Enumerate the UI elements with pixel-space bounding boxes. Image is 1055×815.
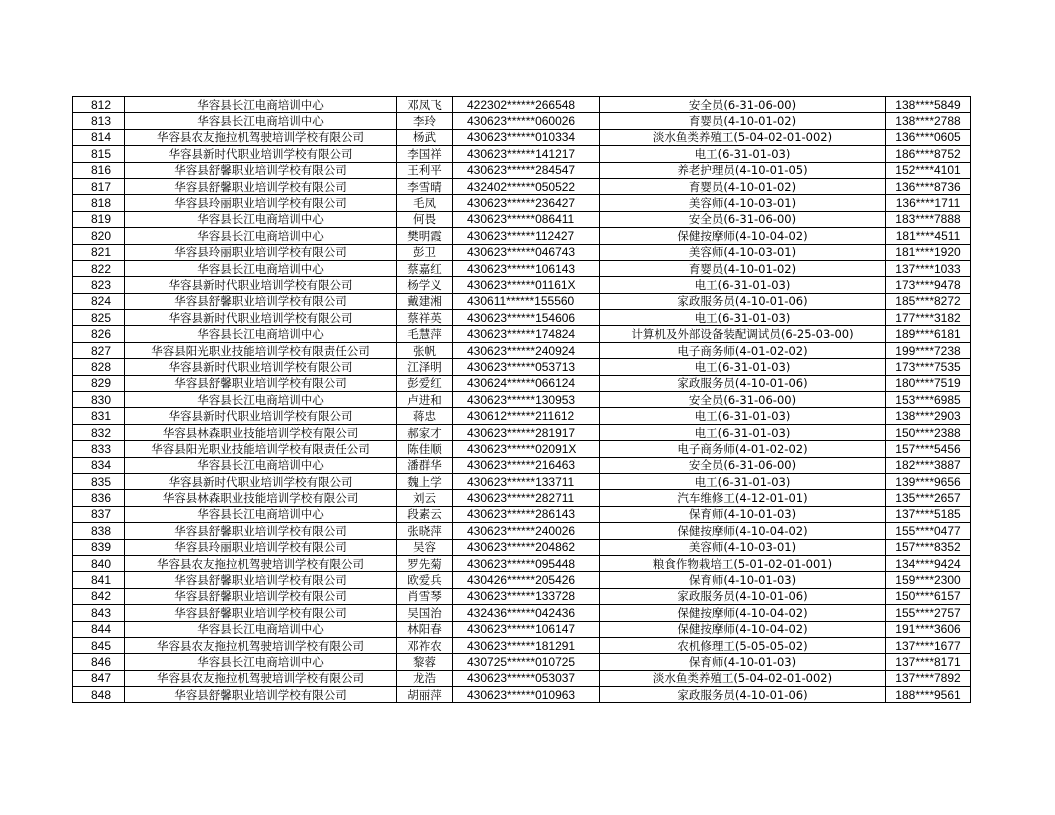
serial-number-cell: 820 [73,228,125,244]
phone-number-cell: 137****1033 [886,260,971,276]
training-institution-cell: 华容县玲丽职业培训学校有限公司 [125,195,397,211]
trainee-table [72,96,971,703]
occupation-cell: 电工(6-31-01-03) [600,473,886,489]
training-institution-cell: 华容县舒馨职业培训学校有限公司 [125,588,397,604]
serial-number-cell: 836 [73,490,125,506]
phone-number-cell: 181****4511 [886,228,971,244]
serial-number-cell: 846 [73,654,125,670]
phone-number-cell: 157****8352 [886,539,971,555]
trainee-name-cell: 彭爱红 [397,375,453,391]
table-row [73,293,971,309]
training-institution-cell: 华容县舒馨职业培训学校有限公司 [125,293,397,309]
training-institution-cell: 华容县阳光职业技能培训学校有限责任公司 [125,441,397,457]
training-institution-cell: 华容县长江电商培训中心 [125,654,397,670]
training-institution-cell: 华容县长江电商培训中心 [125,260,397,276]
phone-number-cell: 199****7238 [886,342,971,358]
trainee-name-cell: 段素云 [397,506,453,522]
table-row [73,113,971,129]
occupation-cell: 电工(6-31-01-03) [600,424,886,440]
occupation-cell: 安全员(6-31-06-00) [600,457,886,473]
phone-number-cell: 186****8752 [886,146,971,162]
trainee-name-cell: 张帆 [397,342,453,358]
trainee-name-cell: 李国祥 [397,146,453,162]
serial-number-cell: 825 [73,310,125,326]
training-institution-cell: 华容县新时代职业培训学校有限公司 [125,473,397,489]
occupation-cell: 美容师(4-10-03-01) [600,539,886,555]
trainee-name-cell: 林阳春 [397,621,453,637]
table-row [73,244,971,260]
trainee-name-cell: 李雪晴 [397,178,453,194]
trainee-name-cell: 郝家才 [397,424,453,440]
table-row [73,228,971,244]
id-number-cell: 430623******106147 [453,621,600,637]
phone-number-cell: 136****1711 [886,195,971,211]
table-row [73,211,971,227]
id-number-cell: 432402******050522 [453,178,600,194]
phone-number-cell: 137****8171 [886,654,971,670]
serial-number-cell: 848 [73,687,125,703]
table-row [73,162,971,178]
phone-number-cell: 138****2788 [886,113,971,129]
id-number-cell: 430623******133711 [453,473,600,489]
serial-number-cell: 845 [73,637,125,653]
id-number-cell: 430612******211612 [453,408,600,424]
table-row [73,588,971,604]
trainee-name-cell: 刘云 [397,490,453,506]
table-row [73,359,971,375]
training-institution-cell: 华容县长江电商培训中心 [125,621,397,637]
id-number-cell: 430623******112427 [453,228,600,244]
training-institution-cell: 华容县长江电商培训中心 [125,506,397,522]
trainee-name-cell: 蔡嘉红 [397,260,453,276]
table-body [73,97,971,703]
trainee-name-cell: 彭卫 [397,244,453,260]
serial-number-cell: 821 [73,244,125,260]
occupation-cell: 淡水鱼类养殖工(5-04-02-01-002) [600,670,886,686]
serial-number-cell: 847 [73,670,125,686]
trainee-name-cell: 吴国治 [397,605,453,621]
training-institution-cell: 华容县舒馨职业培训学校有限公司 [125,162,397,178]
occupation-cell: 电子商务师(4-01-02-02) [600,441,886,457]
occupation-cell: 家政服务员(4-10-01-06) [600,588,886,604]
id-number-cell: 430623******240924 [453,342,600,358]
trainee-name-cell: 卢进和 [397,392,453,408]
trainee-name-cell: 江泽明 [397,359,453,375]
id-number-cell: 430623******286143 [453,506,600,522]
phone-number-cell: 173****9478 [886,277,971,293]
phone-number-cell: 157****5456 [886,441,971,457]
table-row [73,342,971,358]
occupation-cell: 家政服务员(4-10-01-06) [600,687,886,703]
table-row [73,441,971,457]
training-institution-cell: 华容县新时代职业培训学校有限公司 [125,310,397,326]
trainee-name-cell: 黎蓉 [397,654,453,670]
occupation-cell: 保育师(4-10-01-03) [600,506,886,522]
serial-number-cell: 843 [73,605,125,621]
serial-number-cell: 828 [73,359,125,375]
serial-number-cell: 819 [73,211,125,227]
id-number-cell: 430623******282711 [453,490,600,506]
id-number-cell: 432436******042436 [453,605,600,621]
occupation-cell: 电工(6-31-01-03) [600,408,886,424]
occupation-cell: 电子商务师(4-01-02-02) [600,342,886,358]
occupation-cell: 安全员(6-31-06-00) [600,211,886,227]
table-row [73,97,971,113]
table-row [73,555,971,571]
training-institution-cell: 华容县长江电商培训中心 [125,97,397,113]
trainee-name-cell: 杨武 [397,129,453,145]
phone-number-cell: 138****2903 [886,408,971,424]
table-row [73,260,971,276]
serial-number-cell: 837 [73,506,125,522]
serial-number-cell: 827 [73,342,125,358]
serial-number-cell: 834 [73,457,125,473]
occupation-cell: 农机修理工(5-05-05-02) [600,637,886,653]
training-institution-cell: 华容县长江电商培训中心 [125,211,397,227]
serial-number-cell: 815 [73,146,125,162]
trainee-name-cell: 杨学义 [397,277,453,293]
occupation-cell: 家政服务员(4-10-01-06) [600,293,886,309]
phone-number-cell: 191****3606 [886,621,971,637]
trainee-name-cell: 魏上学 [397,473,453,489]
table-row [73,523,971,539]
table-row [73,129,971,145]
id-number-cell: 430623******240026 [453,523,600,539]
serial-number-cell: 823 [73,277,125,293]
id-number-cell: 430623******281917 [453,424,600,440]
id-number-cell: 430623******236427 [453,195,600,211]
trainee-name-cell: 邓祚农 [397,637,453,653]
phone-number-cell: 177****3182 [886,310,971,326]
training-institution-cell: 华容县新时代职业培训学校有限公司 [125,359,397,375]
serial-number-cell: 832 [73,424,125,440]
occupation-cell: 保健按摩师(4-10-04-02) [600,621,886,637]
table-row [73,146,971,162]
table-row [73,621,971,637]
training-institution-cell: 华容县舒馨职业培训学校有限公司 [125,687,397,703]
training-institution-cell: 华容县玲丽职业培训学校有限公司 [125,244,397,260]
table-row [73,326,971,342]
serial-number-cell: 833 [73,441,125,457]
occupation-cell: 电工(6-31-01-03) [600,359,886,375]
training-institution-cell: 华容县新时代职业培训学校有限公司 [125,146,397,162]
id-number-cell: 430426******205426 [453,572,600,588]
occupation-cell: 家政服务员(4-10-01-06) [600,375,886,391]
occupation-cell: 电工(6-31-01-03) [600,310,886,326]
serial-number-cell: 814 [73,129,125,145]
training-institution-cell: 华容县农友拖拉机驾驶培训学校有限公司 [125,670,397,686]
phone-number-cell: 137****7892 [886,670,971,686]
table-row [73,506,971,522]
table-row [73,473,971,489]
id-number-cell: 430623******154606 [453,310,600,326]
phone-number-cell: 173****7535 [886,359,971,375]
id-number-cell: 430623******141217 [453,146,600,162]
trainee-name-cell: 陈佳顺 [397,441,453,457]
trainee-name-cell: 王利平 [397,162,453,178]
trainee-name-cell: 潘群华 [397,457,453,473]
occupation-cell: 安全员(6-31-06-00) [600,392,886,408]
phone-number-cell: 136****0605 [886,129,971,145]
training-institution-cell: 华容县农友拖拉机驾驶培训学校有限公司 [125,129,397,145]
id-number-cell: 422302******266548 [453,97,600,113]
serial-number-cell: 839 [73,539,125,555]
training-institution-cell: 华容县阳光职业技能培训学校有限责任公司 [125,342,397,358]
id-number-cell: 430725******010725 [453,654,600,670]
training-institution-cell: 华容县舒馨职业培训学校有限公司 [125,523,397,539]
serial-number-cell: 829 [73,375,125,391]
serial-number-cell: 838 [73,523,125,539]
phone-number-cell: 136****8736 [886,178,971,194]
table-row [73,310,971,326]
id-number-cell: 430623******086411 [453,211,600,227]
training-institution-cell: 华容县舒馨职业培训学校有限公司 [125,572,397,588]
table-row [73,195,971,211]
id-number-cell: 430623******010334 [453,129,600,145]
id-number-cell: 430623******02091X [453,441,600,457]
trainee-name-cell: 胡丽萍 [397,687,453,703]
id-number-cell: 430623******106143 [453,260,600,276]
trainee-name-cell: 欧爱兵 [397,572,453,588]
serial-number-cell: 830 [73,392,125,408]
serial-number-cell: 835 [73,473,125,489]
table-row [73,572,971,588]
phone-number-cell: 188****9561 [886,687,971,703]
id-number-cell: 430623******053713 [453,359,600,375]
id-number-cell: 430623******01161X [453,277,600,293]
phone-number-cell: 185****8272 [886,293,971,309]
table-row [73,605,971,621]
occupation-cell: 保健按摩师(4-10-04-02) [600,228,886,244]
training-institution-cell: 华容县农友拖拉机驾驶培训学校有限公司 [125,555,397,571]
phone-number-cell: 139****9656 [886,473,971,489]
occupation-cell: 电工(6-31-01-03) [600,277,886,293]
occupation-cell: 保育师(4-10-01-03) [600,572,886,588]
id-number-cell: 430623******181291 [453,637,600,653]
phone-number-cell: 181****1920 [886,244,971,260]
occupation-cell: 汽车维修工(4-12-01-01) [600,490,886,506]
phone-number-cell: 137****5185 [886,506,971,522]
id-number-cell: 430623******204862 [453,539,600,555]
occupation-cell: 育婴员(4-10-01-02) [600,178,886,194]
id-number-cell: 430624******066124 [453,375,600,391]
occupation-cell: 电工(6-31-01-03) [600,146,886,162]
training-institution-cell: 华容县农友拖拉机驾驶培训学校有限公司 [125,637,397,653]
trainee-name-cell: 吴容 [397,539,453,555]
training-institution-cell: 华容县新时代职业培训学校有限公司 [125,408,397,424]
table-row [73,178,971,194]
serial-number-cell: 817 [73,178,125,194]
training-institution-cell: 华容县长江电商培训中心 [125,228,397,244]
trainee-name-cell: 戴建湘 [397,293,453,309]
occupation-cell: 保健按摩师(4-10-04-02) [600,605,886,621]
serial-number-cell: 822 [73,260,125,276]
training-institution-cell: 华容县舒馨职业培训学校有限公司 [125,178,397,194]
occupation-cell: 养老护理员(4-10-01-05) [600,162,886,178]
training-institution-cell: 华容县长江电商培训中心 [125,113,397,129]
training-institution-cell: 华容县舒馨职业培训学校有限公司 [125,375,397,391]
serial-number-cell: 826 [73,326,125,342]
table-row [73,637,971,653]
id-number-cell: 430623******060026 [453,113,600,129]
id-number-cell: 430623******284547 [453,162,600,178]
trainee-name-cell: 龙浩 [397,670,453,686]
id-number-cell: 430623******095448 [453,555,600,571]
table-row [73,687,971,703]
id-number-cell: 430623******174824 [453,326,600,342]
serial-number-cell: 840 [73,555,125,571]
serial-number-cell: 842 [73,588,125,604]
serial-number-cell: 812 [73,97,125,113]
id-number-cell: 430623******130953 [453,392,600,408]
id-number-cell: 430623******010963 [453,687,600,703]
phone-number-cell: 183****7888 [886,211,971,227]
trainee-name-cell: 邓凤飞 [397,97,453,113]
trainee-name-cell: 毛凤 [397,195,453,211]
occupation-cell: 育婴员(4-10-01-02) [600,113,886,129]
phone-number-cell: 150****2388 [886,424,971,440]
training-institution-cell: 华容县玲丽职业培训学校有限公司 [125,539,397,555]
phone-number-cell: 152****4101 [886,162,971,178]
occupation-cell: 美容师(4-10-03-01) [600,195,886,211]
training-institution-cell: 华容县长江电商培训中心 [125,392,397,408]
table-row [73,424,971,440]
training-institution-cell: 华容县舒馨职业培训学校有限公司 [125,605,397,621]
training-institution-cell: 华容县林森职业技能培训学校有限公司 [125,490,397,506]
phone-number-cell: 138****5849 [886,97,971,113]
occupation-cell: 育婴员(4-10-01-02) [600,260,886,276]
phone-number-cell: 155****2757 [886,605,971,621]
trainee-name-cell: 蒋忠 [397,408,453,424]
trainee-name-cell: 樊明霞 [397,228,453,244]
table-row [73,539,971,555]
phone-number-cell: 153****6985 [886,392,971,408]
occupation-cell: 保育师(4-10-01-03) [600,654,886,670]
id-number-cell: 430623******053037 [453,670,600,686]
phone-number-cell: 189****6181 [886,326,971,342]
training-institution-cell: 华容县林森职业技能培训学校有限公司 [125,424,397,440]
table-row [73,392,971,408]
training-institution-cell: 华容县长江电商培训中心 [125,457,397,473]
phone-number-cell: 137****1677 [886,637,971,653]
serial-number-cell: 816 [73,162,125,178]
serial-number-cell: 813 [73,113,125,129]
phone-number-cell: 159****2300 [886,572,971,588]
trainee-name-cell: 罗先菊 [397,555,453,571]
phone-number-cell: 180****7519 [886,375,971,391]
id-number-cell: 430611******155560 [453,293,600,309]
occupation-cell: 粮食作物栽培工(5-01-02-01-001) [600,555,886,571]
id-number-cell: 430623******133728 [453,588,600,604]
serial-number-cell: 831 [73,408,125,424]
occupation-cell: 安全员(6-31-06-00) [600,97,886,113]
trainee-name-cell: 肖雪琴 [397,588,453,604]
serial-number-cell: 818 [73,195,125,211]
phone-number-cell: 155****0477 [886,523,971,539]
table-row [73,670,971,686]
table-row [73,457,971,473]
trainee-name-cell: 蔡祥英 [397,310,453,326]
serial-number-cell: 844 [73,621,125,637]
table-row [73,490,971,506]
trainee-name-cell: 毛慧萍 [397,326,453,342]
occupation-cell: 保健按摩师(4-10-04-02) [600,523,886,539]
table-row [73,375,971,391]
table-row [73,277,971,293]
occupation-cell: 美容师(4-10-03-01) [600,244,886,260]
serial-number-cell: 824 [73,293,125,309]
trainee-name-cell: 张晓萍 [397,523,453,539]
phone-number-cell: 150****6157 [886,588,971,604]
occupation-cell: 计算机及外部设备装配调试员(6-25-03-00) [600,326,886,342]
table-row [73,654,971,670]
phone-number-cell: 182****3887 [886,457,971,473]
table-row [73,408,971,424]
occupation-cell: 淡水鱼类养殖工(5-04-02-01-002) [600,129,886,145]
trainee-name-cell: 李玲 [397,113,453,129]
serial-number-cell: 841 [73,572,125,588]
trainee-name-cell: 何畏 [397,211,453,227]
id-number-cell: 430623******046743 [453,244,600,260]
phone-number-cell: 134****9424 [886,555,971,571]
training-institution-cell: 华容县新时代职业培训学校有限公司 [125,277,397,293]
training-institution-cell: 华容县长江电商培训中心 [125,326,397,342]
id-number-cell: 430623******216463 [453,457,600,473]
phone-number-cell: 135****2657 [886,490,971,506]
